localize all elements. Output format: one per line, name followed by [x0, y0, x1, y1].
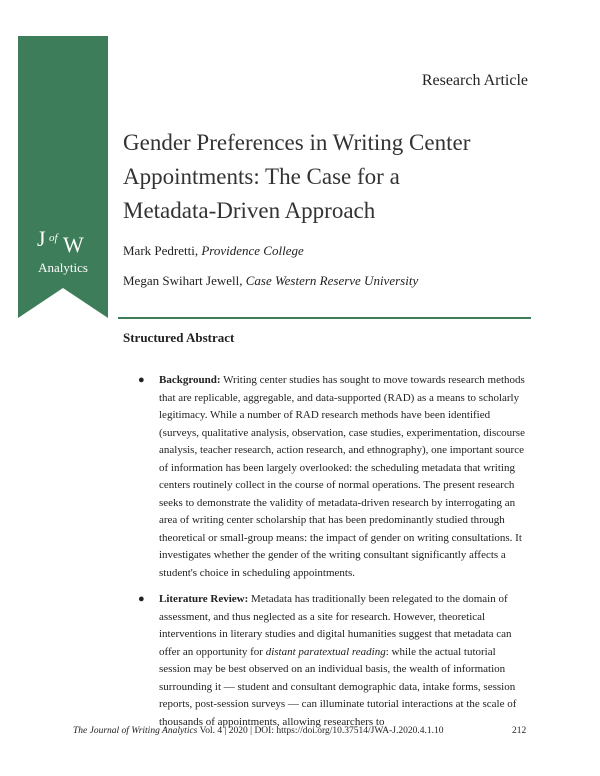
author-affiliation: Providence College	[201, 243, 304, 258]
abstract-item-label: Literature Review:	[159, 593, 249, 605]
logo-analytics: Analytics	[38, 260, 88, 275]
abstract-item-text: Writing center studies has sought to move towards research methods that are replicable, aggregable, and data-supported (RAD) as a means to scholarly legitimacy. While a number of RAD research methods have been identified (surveys, qualitative analysis, observation, case studies, experimentation, discourse analysis, teacher research, action research, and ethnography), one important source of information has been largely overlooked: the scheduling metadata that writing centers routinely collect in the course of normal operations. The present research seeks to demonstrate the validity of metadata-driven research by interrogating an area of writing center scholarship that has been predominantly studied through theoretical or small-group means: the impact of gender on writing consultations. It investigates whether the gender of the writing consultant significantly affects a student's choice in scheduling appointments.	[159, 374, 525, 579]
abstract-item	[132, 591, 530, 731]
abstract-item	[132, 372, 530, 582]
bullet-icon: ●	[138, 593, 145, 605]
abstract-item-text: Metadata has traditionally been relegated to the domain of assessment, and thus neglected as a site for research. However, theoretical interventions in literary studies and digital humanities suggest that metadata can offer an opportunity for	[159, 593, 512, 658]
footer-citation: Vol. 4 | 2020 | DOI: https://doi.org/10.37514/JWA-J.2020.4.1.10	[199, 726, 444, 736]
abstract-heading: Structured Abstract	[123, 330, 235, 345]
logo-of: of	[49, 232, 58, 244]
article-type-label: Research Article	[421, 72, 528, 89]
page-footer	[73, 726, 443, 736]
author-line	[123, 243, 304, 259]
article-title	[123, 126, 543, 228]
page-number: 212	[512, 726, 527, 736]
section-divider	[118, 317, 531, 319]
logo-j: J	[37, 226, 46, 251]
author-name: Mark Pedretti,	[123, 243, 199, 258]
journal-logo	[18, 36, 108, 318]
bullet-icon: ●	[138, 374, 145, 386]
title-line: Appointments: The Case for a	[123, 164, 400, 189]
logo-w: W	[63, 232, 84, 257]
title-line: Metadata-Driven Approach	[123, 198, 376, 223]
author-name: Megan Swihart Jewell,	[123, 273, 243, 288]
journal-banner	[18, 36, 108, 318]
abstract-item-label: Background:	[159, 374, 221, 386]
abstract-list	[132, 372, 530, 740]
abstract-item-text: : while the actual tutorial session may be best observed on an individual basis, the wealth of information surrounding it — student and consultant demographic data, intake forms, session reports, post-session surveys — can illuminate tutorial interactions at the scale of thousands of appointments, allowing researchers to	[159, 645, 517, 728]
footer-journal-name: The Journal of Writing Analytics	[73, 726, 198, 736]
author-line	[123, 273, 418, 289]
author-affiliation: Case Western Reserve University	[245, 273, 419, 288]
abstract-item-italic: distant paratextual reading	[265, 645, 386, 658]
title-line: Gender Preferences in Writing Center	[123, 130, 471, 155]
